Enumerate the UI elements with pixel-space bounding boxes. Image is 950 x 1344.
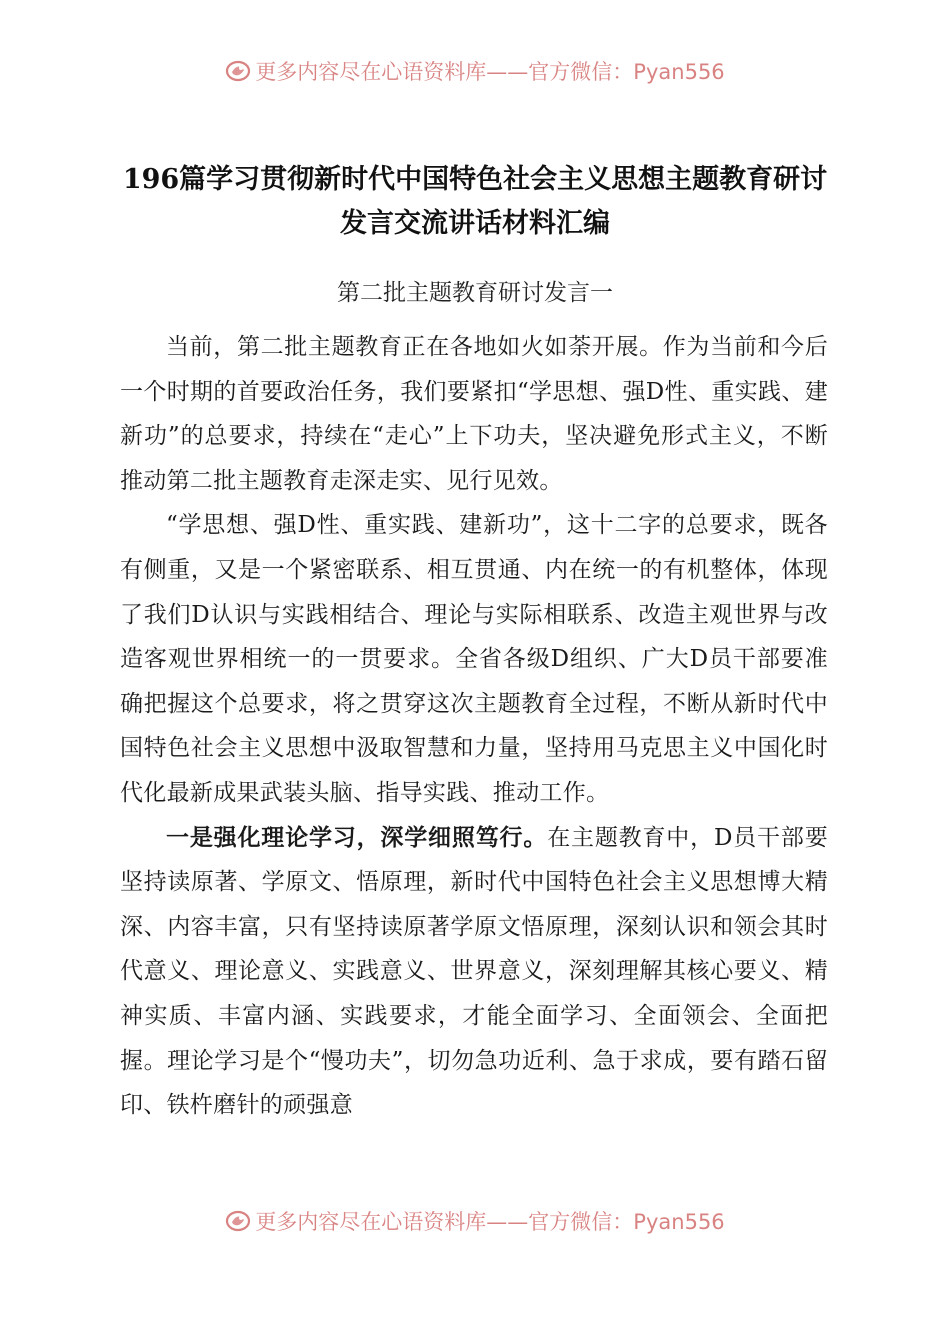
header-watermark-text: 更多内容尽在心语资料库——官方微信：Pyan556: [255, 60, 725, 84]
paragraph-text: “学思想、强D性、重实践、建新功”，这十二字的总要求，既各有侧重，又是一个紧密联系、相互贯通、内在统一的有机整体，体现了我们D认识与实践相结合、理论与实际相联系、改造主观世界与改造客观世界相统一的一贯要求。全省各级D组织、广大D员干部要准确把握这个总要求，将之贯穿这次主题教育全过程，不断从新时代中国特色社会主义思想中汲取智慧和力量，坚持用马克思主义中国化时代化最新成果武装头脑、指导实践、推动工作。: [120, 512, 828, 806]
body-paragraph: [120, 325, 828, 503]
body-paragraph: [120, 503, 828, 815]
paragraph-text: 在主题教育中，D员干部要坚持读原著、学原文、悟原理，新时代中国特色社会主义思想博大精深、内容丰富，只有坚持读原著学原文悟原理，深刻认识和领会其时代意义、理论意义、实践意义、世界意义，深刻理解其核心要义、精神实质、丰富内涵、实践要求，才能全面学习、全面领会、全面把握。理论学习是个“慢功夫”，切勿急功近利、急于求成，要有踏石留印、铁杵磨针的顽强意: [120, 824, 828, 1119]
watermark-logo-icon: [225, 1208, 251, 1234]
paragraph-lead: 一是强化理论学习，深学细照笃行。: [166, 823, 548, 851]
document-subtitle: 第二批主题教育研讨发言一: [337, 280, 613, 306]
header-watermark: [0, 57, 950, 85]
paragraph-text: 当前，第二批主题教育正在各地如火如荼开展。作为当前和今后一个时期的首要政治任务，我们要紧扣“学思想、强D性、重实践、建新功”的总要求，持续在“走心”上下功夫，坚决避免形式主义，不断推动第二批主题教育走深走实、见行见效。: [120, 334, 828, 494]
body-paragraph: [120, 816, 828, 1128]
document-body: [120, 325, 828, 1128]
document-title: 196篇学习贯彻新时代中国特色社会主义思想主题教育研讨发言交流讲话材料汇编: [122, 164, 828, 239]
footer-watermark-text: 更多内容尽在心语资料库——官方微信：Pyan556: [255, 1210, 725, 1234]
footer-watermark: [0, 1206, 950, 1236]
watermark-logo-icon: [225, 58, 251, 84]
